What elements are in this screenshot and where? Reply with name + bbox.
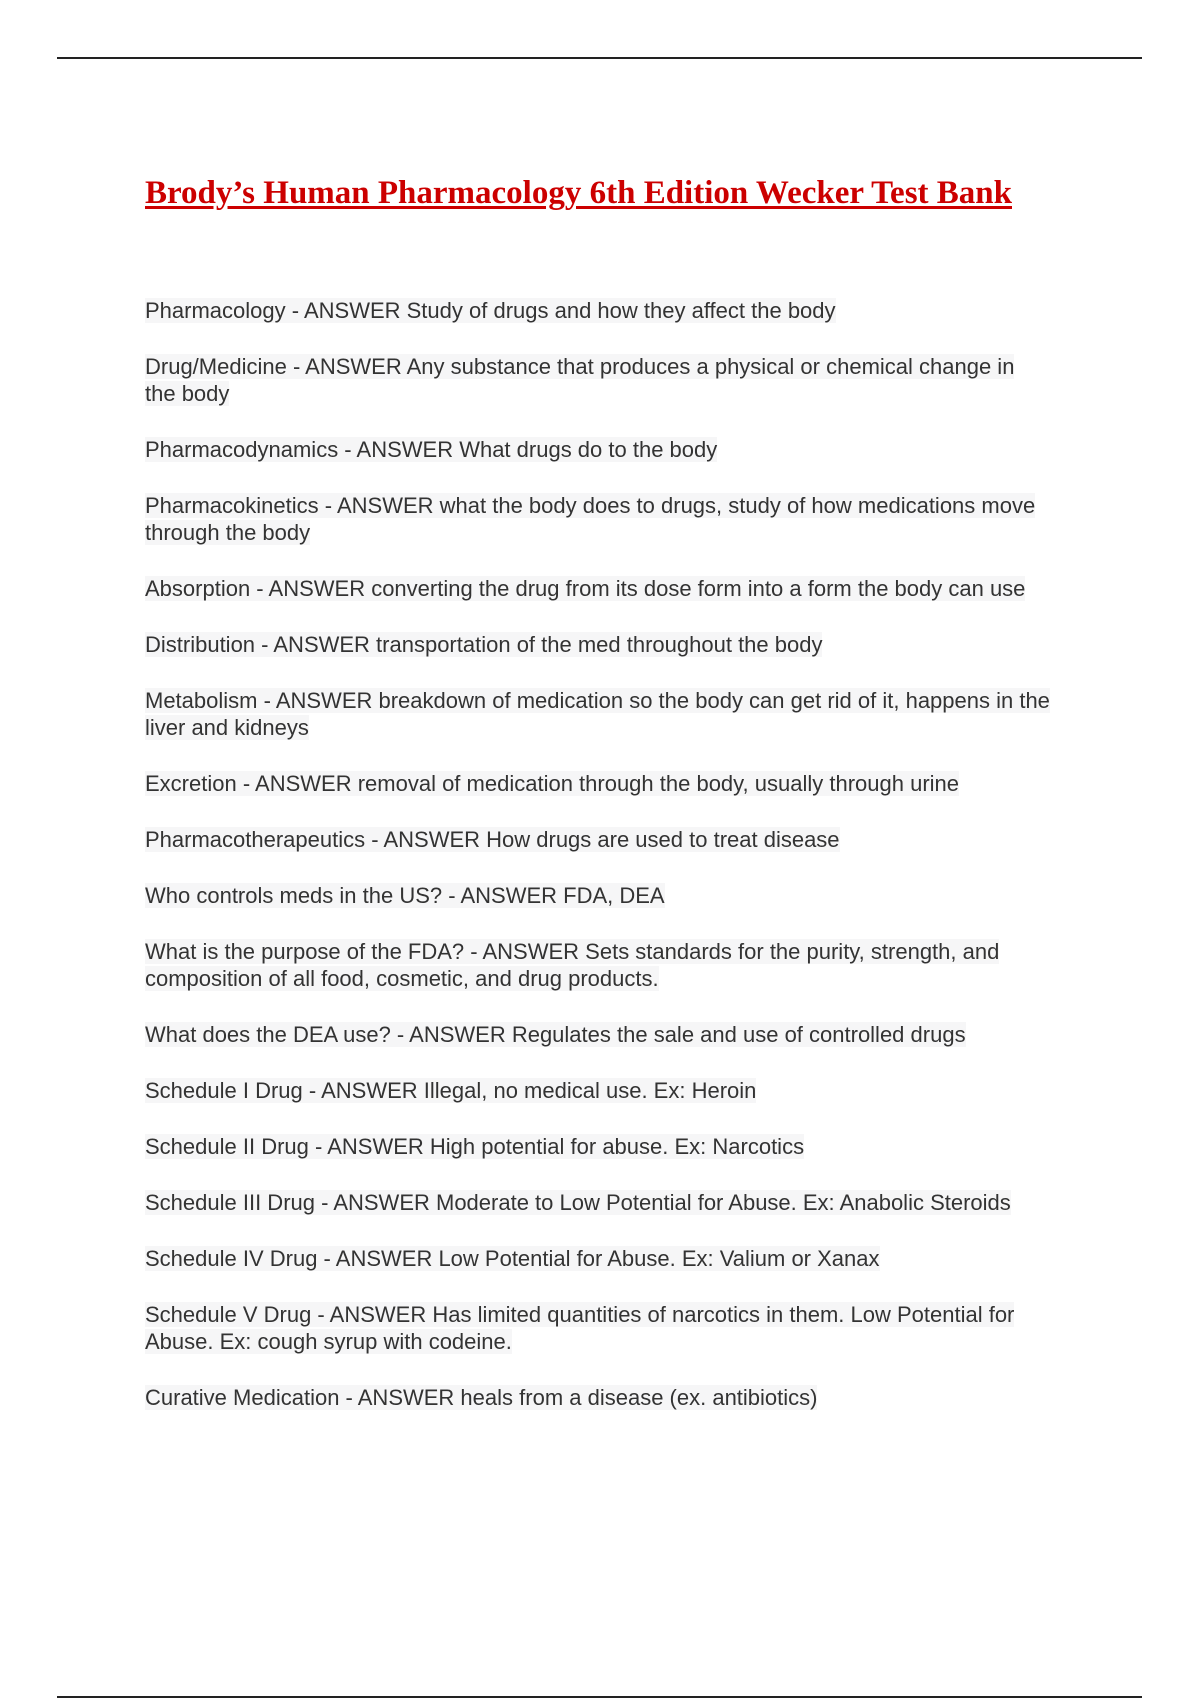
qa-item-text: Distribution - ANSWER transportation of the med throughout the body (145, 632, 823, 657)
qa-item (145, 1384, 1050, 1411)
qa-item (145, 1021, 1050, 1048)
qa-item (145, 1077, 1050, 1104)
qa-item (145, 1189, 1050, 1216)
qa-item-text: Schedule II Drug - ANSWER High potential for abuse. Ex: Narcotics (145, 1134, 805, 1159)
qa-item (145, 631, 1050, 658)
qa-item (145, 938, 1050, 992)
top-rule (57, 57, 1142, 59)
qa-item (145, 826, 1050, 853)
bottom-rule (57, 1696, 1142, 1698)
qa-item-text: Pharmacology - ANSWER Study of drugs and how they affect the body (145, 298, 836, 323)
qa-item (145, 575, 1050, 602)
qa-item (145, 492, 1050, 546)
qa-item (145, 1245, 1050, 1272)
qa-item (145, 353, 1050, 407)
qa-item (145, 1301, 1050, 1355)
qa-item-text: Schedule V Drug - ANSWER Has limited quantities of narcotics in them. Low Potential for Abuse. Ex: cough syrup with codeine. (145, 1302, 1015, 1354)
qa-item-text: Pharmacokinetics - ANSWER what the body does to drugs, study of how medications move through the body (145, 493, 1036, 545)
qa-item (145, 770, 1050, 797)
qa-item-text: Pharmacotherapeutics - ANSWER How drugs are used to treat disease (145, 827, 840, 852)
qa-item (145, 882, 1050, 909)
qa-item-text: Schedule IV Drug - ANSWER Low Potential for Abuse. Ex: Valium or Xanax (145, 1246, 880, 1271)
document-title: Brody’s Human Pharmacology 6th Edition Wecker Test Bank (145, 175, 1012, 211)
qa-item-text: Curative Medication - ANSWER heals from a disease (ex. antibiotics) (145, 1385, 818, 1410)
qa-item-text: Pharmacodynamics - ANSWER What drugs do to the body (145, 437, 718, 462)
qa-item (145, 1133, 1050, 1160)
qa-item-text: Metabolism - ANSWER breakdown of medication so the body can get rid of it, happens in the liver and kidneys (145, 688, 1050, 740)
qa-item-text: Schedule I Drug - ANSWER Illegal, no medical use. Ex: Heroin (145, 1078, 757, 1103)
qa-item (145, 297, 1050, 324)
qa-item-text: Excretion - ANSWER removal of medication through the body, usually through urine (145, 771, 959, 796)
qa-item-text: Who controls meds in the US? - ANSWER FDA, DEA (145, 883, 665, 908)
qa-list (145, 297, 1050, 1411)
qa-item-text: Schedule III Drug - ANSWER Moderate to Low Potential for Abuse. Ex: Anabolic Steroids (145, 1190, 1011, 1215)
document-body (145, 172, 1050, 1440)
qa-item-text: Absorption - ANSWER converting the drug from its dose form into a form the body can use (145, 576, 1026, 601)
qa-item-text: What is the purpose of the FDA? - ANSWER Sets standards for the purity, strength, and composition of all food, cosmetic, and drug products. (145, 939, 1000, 991)
qa-item (145, 436, 1050, 463)
qa-item (145, 687, 1050, 741)
qa-item-text: What does the DEA use? - ANSWER Regulates the sale and use of controlled drugs (145, 1022, 966, 1047)
qa-item-text: Drug/Medicine - ANSWER Any substance that produces a physical or chemical change in the body (145, 354, 1015, 406)
